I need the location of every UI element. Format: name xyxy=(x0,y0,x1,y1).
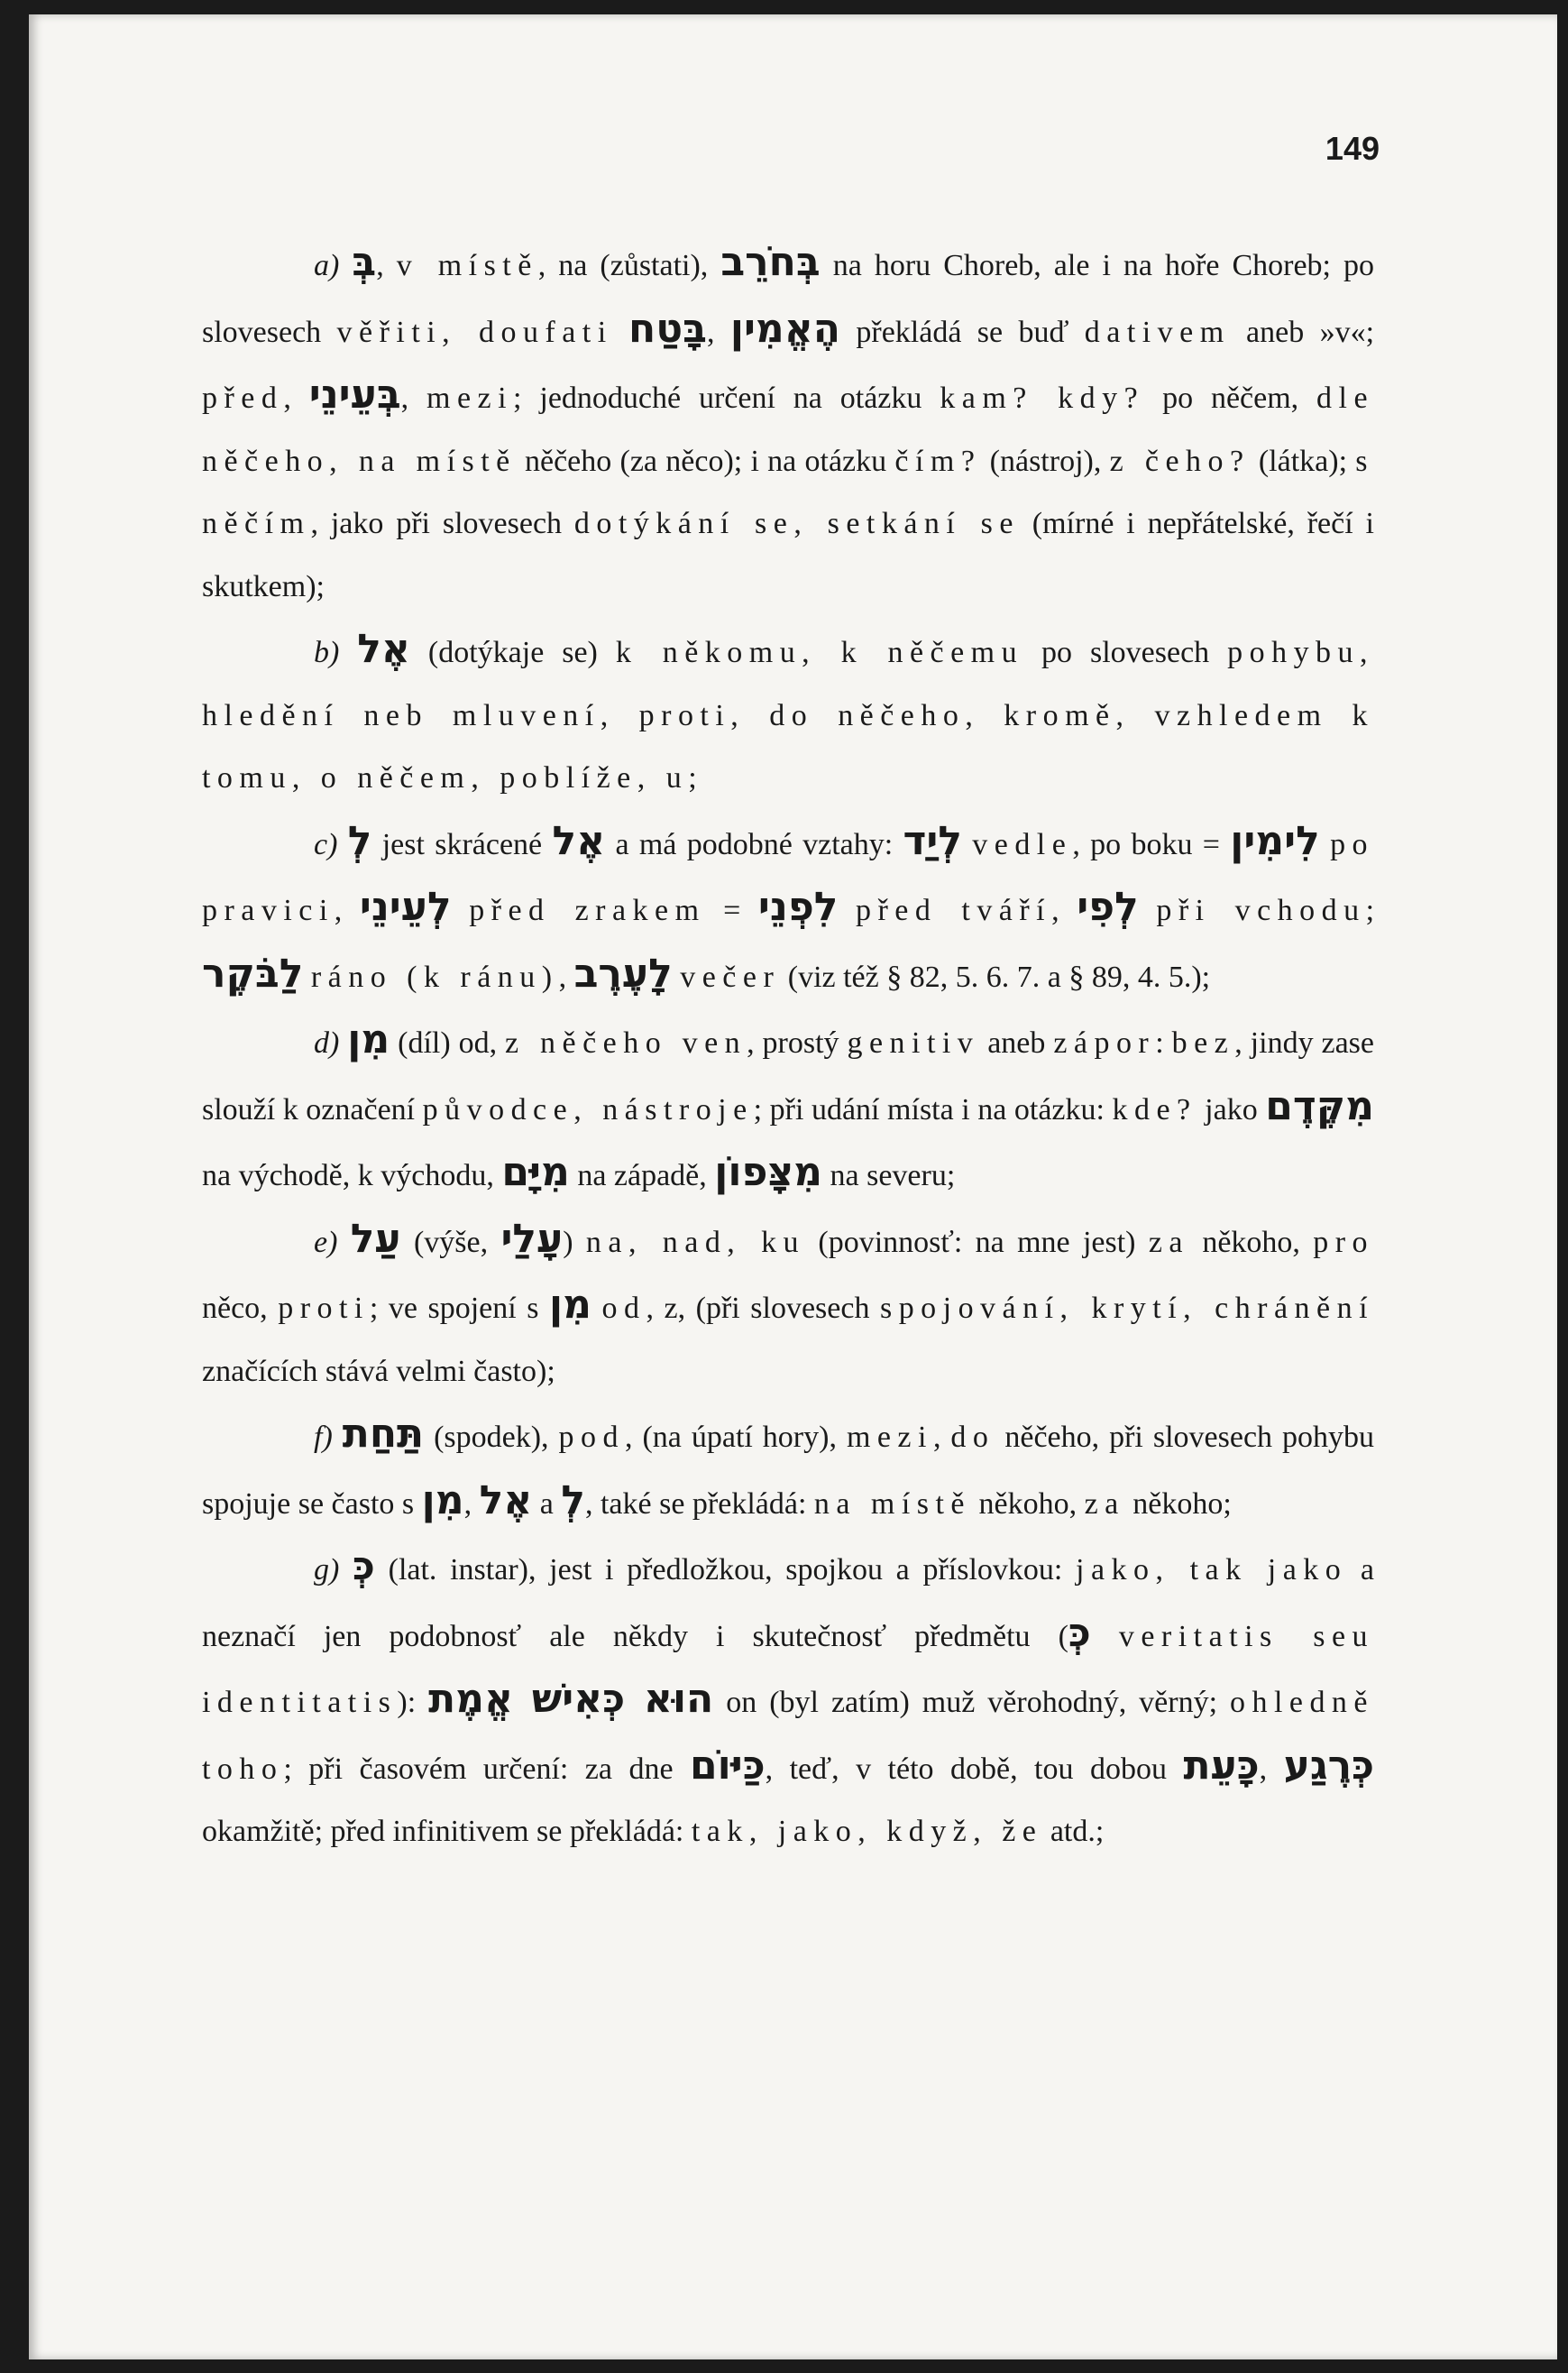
text-run: , jako při slovesech xyxy=(310,507,574,540)
hebrew-word: מִקֶּדֶם xyxy=(1265,1082,1374,1129)
spaced-emphasis: kam? kdy? xyxy=(940,382,1145,415)
paragraph-e xyxy=(202,1208,1374,1403)
spaced-emphasis: mezi xyxy=(426,382,514,415)
text-run xyxy=(591,1292,602,1325)
text-run: , jindy zase slouží k označení xyxy=(202,1026,1375,1127)
text-run xyxy=(339,1026,347,1060)
spaced-emphasis: dle něčeho, na místě xyxy=(202,382,1375,478)
text-run: a má podobné vztahy: xyxy=(605,827,903,861)
paragraph-g xyxy=(202,1535,1374,1863)
hebrew-word: לִפְנֵי xyxy=(757,884,839,930)
spaced-emphasis: za xyxy=(1084,1486,1125,1521)
text-run: na východě, k východu, xyxy=(202,1159,502,1192)
hebrew-word: הֶאֱמִין xyxy=(729,305,841,352)
text-run: , xyxy=(706,315,730,349)
spaced-emphasis: pohybu, hledění neb mluvení, proti, do něčeho, kromě, vzhledem k tomu, o něčem, poblíže, u xyxy=(202,636,1375,795)
hebrew-word: אֶל xyxy=(357,626,410,672)
text-run: někoho, xyxy=(971,1486,1085,1521)
text-run: (výše, xyxy=(400,1225,501,1259)
text-run: , xyxy=(1259,1752,1284,1786)
spaced-emphasis: veritatis seu identitatis xyxy=(202,1619,1374,1719)
text-run: po něčem, xyxy=(1144,382,1317,415)
text-run: (látka); xyxy=(1250,444,1356,478)
hebrew-word: לְיַד xyxy=(903,817,962,864)
paragraph-label: d) xyxy=(314,1026,340,1060)
hebrew-word: לְעֵינֵי xyxy=(359,884,452,930)
spaced-emphasis: na, nad, ku xyxy=(585,1225,806,1259)
spaced-emphasis: z čeho? xyxy=(1109,444,1251,478)
spaced-emphasis: kde? xyxy=(1112,1092,1197,1127)
hebrew-word: כָּעֵת xyxy=(1183,1742,1260,1789)
hebrew-word: לְפִי xyxy=(1077,884,1139,930)
text-run: někoho, xyxy=(1189,1225,1314,1259)
paragraph-label: f) xyxy=(314,1421,333,1454)
text-run: : xyxy=(1155,1026,1172,1060)
paragraph-label: b) xyxy=(314,636,340,669)
text-run: , xyxy=(400,382,427,415)
spaced-emphasis: mezi xyxy=(846,1421,933,1454)
spaced-emphasis: v místě xyxy=(396,249,538,282)
text-run: na západě, xyxy=(569,1159,715,1192)
text-run: ; jednoduché určení na otázku xyxy=(513,382,940,415)
spaced-emphasis: před tváří xyxy=(855,894,1052,927)
spaced-emphasis: ohledně toho xyxy=(202,1686,1374,1786)
text-run xyxy=(333,1421,343,1454)
text-run xyxy=(962,828,972,861)
spaced-emphasis: genitiv xyxy=(847,1026,980,1060)
spaced-emphasis: po pravici xyxy=(202,827,1375,927)
hebrew-word: הוּא כְּאִישׁ אֱמֶת xyxy=(428,1676,714,1722)
text-run xyxy=(838,894,856,927)
text-run: , xyxy=(463,1486,480,1521)
paragraph-a xyxy=(202,231,1374,618)
hebrew-word: כְּרֶגַע xyxy=(1283,1742,1374,1789)
text-run: ) xyxy=(563,1225,586,1259)
text-run: ): xyxy=(397,1686,429,1719)
hebrew-word: כַּיּוֹם xyxy=(690,1742,766,1789)
text-run xyxy=(1320,828,1330,861)
hebrew-word: בְּחֹרֵב xyxy=(720,239,821,285)
text-run: po slovesech xyxy=(1023,636,1228,669)
paragraph-b xyxy=(202,618,1374,810)
text-run: , xyxy=(334,894,360,927)
text-run xyxy=(1091,1620,1119,1653)
spaced-emphasis: večer xyxy=(680,960,781,994)
hebrew-word: לִימִין xyxy=(1230,817,1320,864)
text-run xyxy=(452,894,470,927)
spaced-emphasis: dativem xyxy=(1084,315,1231,349)
text-run xyxy=(673,961,681,994)
spaced-emphasis: zápor xyxy=(1053,1026,1156,1060)
text-run: (spodek), xyxy=(424,1421,559,1454)
text-run: , xyxy=(932,1421,951,1454)
spaced-emphasis: vedle xyxy=(972,827,1073,861)
paragraph-label: g) xyxy=(314,1553,340,1587)
spaced-emphasis: jako, tak jako xyxy=(1076,1553,1348,1587)
spaced-emphasis: proti xyxy=(278,1292,370,1325)
spaced-emphasis: před zrakem xyxy=(469,894,706,927)
text-run xyxy=(339,636,357,669)
text-run: , (na úpatí hory), xyxy=(624,1421,847,1454)
text-run: ; ve spojení s xyxy=(369,1292,549,1325)
spaced-emphasis: věřiti, doufati xyxy=(336,315,613,349)
paragraph-label: c) xyxy=(314,827,338,861)
spaced-emphasis: ráno (k ránu) xyxy=(310,960,559,994)
text-run: okamžitě; před infinitivem se překládá: xyxy=(202,1815,692,1848)
hebrew-word: לָעֶרֶב xyxy=(573,950,673,997)
text-run: , po boku = xyxy=(1072,827,1231,861)
text-run: na severu; xyxy=(822,1159,956,1192)
text-run: značících stává velmi často); xyxy=(202,1354,555,1388)
spaced-emphasis: čím? xyxy=(894,444,982,478)
text-run: ; xyxy=(688,761,697,795)
text-run: (díl) od, xyxy=(390,1026,506,1060)
text-run xyxy=(339,1553,353,1587)
text-run xyxy=(613,316,628,349)
text-run: , také se překládá: xyxy=(584,1486,814,1521)
text-run: ; při časovém určení: za dne xyxy=(283,1752,691,1786)
text-run: , xyxy=(283,382,309,415)
text-run: on (byl zatím) muž věrohodný, věrný; xyxy=(713,1686,1230,1719)
hebrew-word: כְּ xyxy=(353,1543,375,1589)
hebrew-word: מִן xyxy=(421,1476,464,1523)
hebrew-word: מִצָּפוֹן xyxy=(714,1149,822,1195)
paragraph-label: a) xyxy=(314,249,340,282)
text-run: (viz též § 82, 5. 6. 7. a § 89, 4. 5.); xyxy=(780,960,1211,994)
text-run xyxy=(339,249,352,282)
hebrew-word: לְ xyxy=(347,817,372,864)
text-run: , teď, v této době, tou dobou xyxy=(765,1752,1184,1786)
text-run: (nástroj), xyxy=(981,444,1110,478)
text-run: , xyxy=(1051,894,1077,927)
text-run: a xyxy=(532,1486,562,1521)
text-run: něco, xyxy=(202,1292,279,1325)
hebrew-word: בָּטַח xyxy=(628,305,707,352)
spaced-emphasis: do xyxy=(950,1421,995,1454)
text-run: aneb »v«; xyxy=(1230,315,1375,349)
text-run: (dotýkaje se) xyxy=(409,636,616,669)
hebrew-word: לְ xyxy=(561,1476,585,1523)
text-body xyxy=(202,231,1374,1863)
paragraph-f xyxy=(202,1403,1374,1535)
hebrew-word: אֶל xyxy=(552,817,606,864)
hebrew-word: תַּחַת xyxy=(342,1411,425,1457)
text-run xyxy=(337,828,347,861)
hebrew-word: בְּעֵינֵי xyxy=(308,372,401,418)
hebrew-word: אֶל xyxy=(479,1476,533,1523)
text-run: ; při udání místa i na otázku: xyxy=(753,1092,1113,1127)
spaced-emphasis: pod xyxy=(558,1421,625,1454)
spaced-emphasis: spojování, krytí, chránění xyxy=(879,1292,1375,1325)
spaced-emphasis: s něčím xyxy=(202,444,1374,540)
text-run: , prostý xyxy=(747,1026,848,1060)
text-run: aneb xyxy=(979,1026,1054,1060)
text-run: (lat. instar), jest i předložkou, spojkou a příslovkou: xyxy=(374,1553,1077,1587)
text-run: (povinnosť: na mne jest) xyxy=(805,1225,1149,1259)
hebrew-word: עַל xyxy=(350,1215,401,1262)
text-run: někoho; xyxy=(1124,1486,1232,1521)
text-run: něčeho (za něco); i na otázku xyxy=(516,444,895,478)
text-run: překládá se buď xyxy=(840,315,1085,349)
text-run xyxy=(1139,894,1157,927)
spaced-emphasis: tak, jako, když, že xyxy=(691,1815,1043,1848)
page-number: 149 xyxy=(1325,130,1380,167)
text-run: jest skrácené xyxy=(371,827,553,861)
text-run: něčeho, při slovesech pohybu spojuje se často s xyxy=(202,1421,1375,1521)
spaced-emphasis: z něčeho ven xyxy=(505,1026,747,1060)
text-run: (mírné i nepřátelské, řečí i skutkem); xyxy=(202,507,1374,603)
text-run: , xyxy=(376,249,397,282)
text-run: atd.; xyxy=(1042,1815,1105,1848)
spaced-emphasis: před xyxy=(202,382,284,415)
text-run xyxy=(303,961,311,994)
spaced-emphasis: při vchodu xyxy=(1156,894,1366,927)
text-run: , xyxy=(558,960,574,994)
spaced-emphasis: od xyxy=(601,1292,646,1325)
text-run: na horu Choreb, ale i na hoře Choreb; po slovesech xyxy=(202,249,1375,349)
spaced-emphasis: původce, nástroje xyxy=(422,1092,754,1127)
paragraph-d xyxy=(202,1008,1374,1208)
hebrew-word: מִן xyxy=(347,1016,390,1062)
text-run: , z, (při slovesech xyxy=(646,1292,880,1325)
paragraph-label: e) xyxy=(314,1225,338,1259)
hebrew-word: מִיָּם xyxy=(501,1149,570,1195)
paragraph-c xyxy=(202,810,1374,1009)
text-run xyxy=(337,1226,350,1259)
book-page xyxy=(29,14,1557,2359)
hebrew-word: לַבֹּקֶר xyxy=(202,950,304,997)
hebrew-word: כְּ xyxy=(1068,1609,1091,1656)
spaced-emphasis: k někomu, k něčemu xyxy=(615,636,1024,669)
text-run: a neznačí jen podobnosť ale někdy i skutečnosť předmětu ( xyxy=(202,1553,1375,1653)
text-run: ; xyxy=(1365,894,1375,927)
hebrew-word: בְּ xyxy=(352,239,377,285)
hebrew-word: עָלַי xyxy=(500,1215,564,1262)
spaced-emphasis: bez xyxy=(1171,1026,1235,1060)
spaced-emphasis: dotýkání se, setkání se xyxy=(573,507,1020,540)
spaced-emphasis: pro xyxy=(1313,1225,1375,1259)
spaced-emphasis: na místě xyxy=(813,1486,971,1521)
spaced-emphasis: za xyxy=(1148,1225,1189,1259)
hebrew-word: מִן xyxy=(549,1282,591,1328)
text-run: , na (zůstati), xyxy=(537,249,721,282)
text-run: jako xyxy=(1197,1092,1266,1127)
text-run: = xyxy=(705,894,758,927)
